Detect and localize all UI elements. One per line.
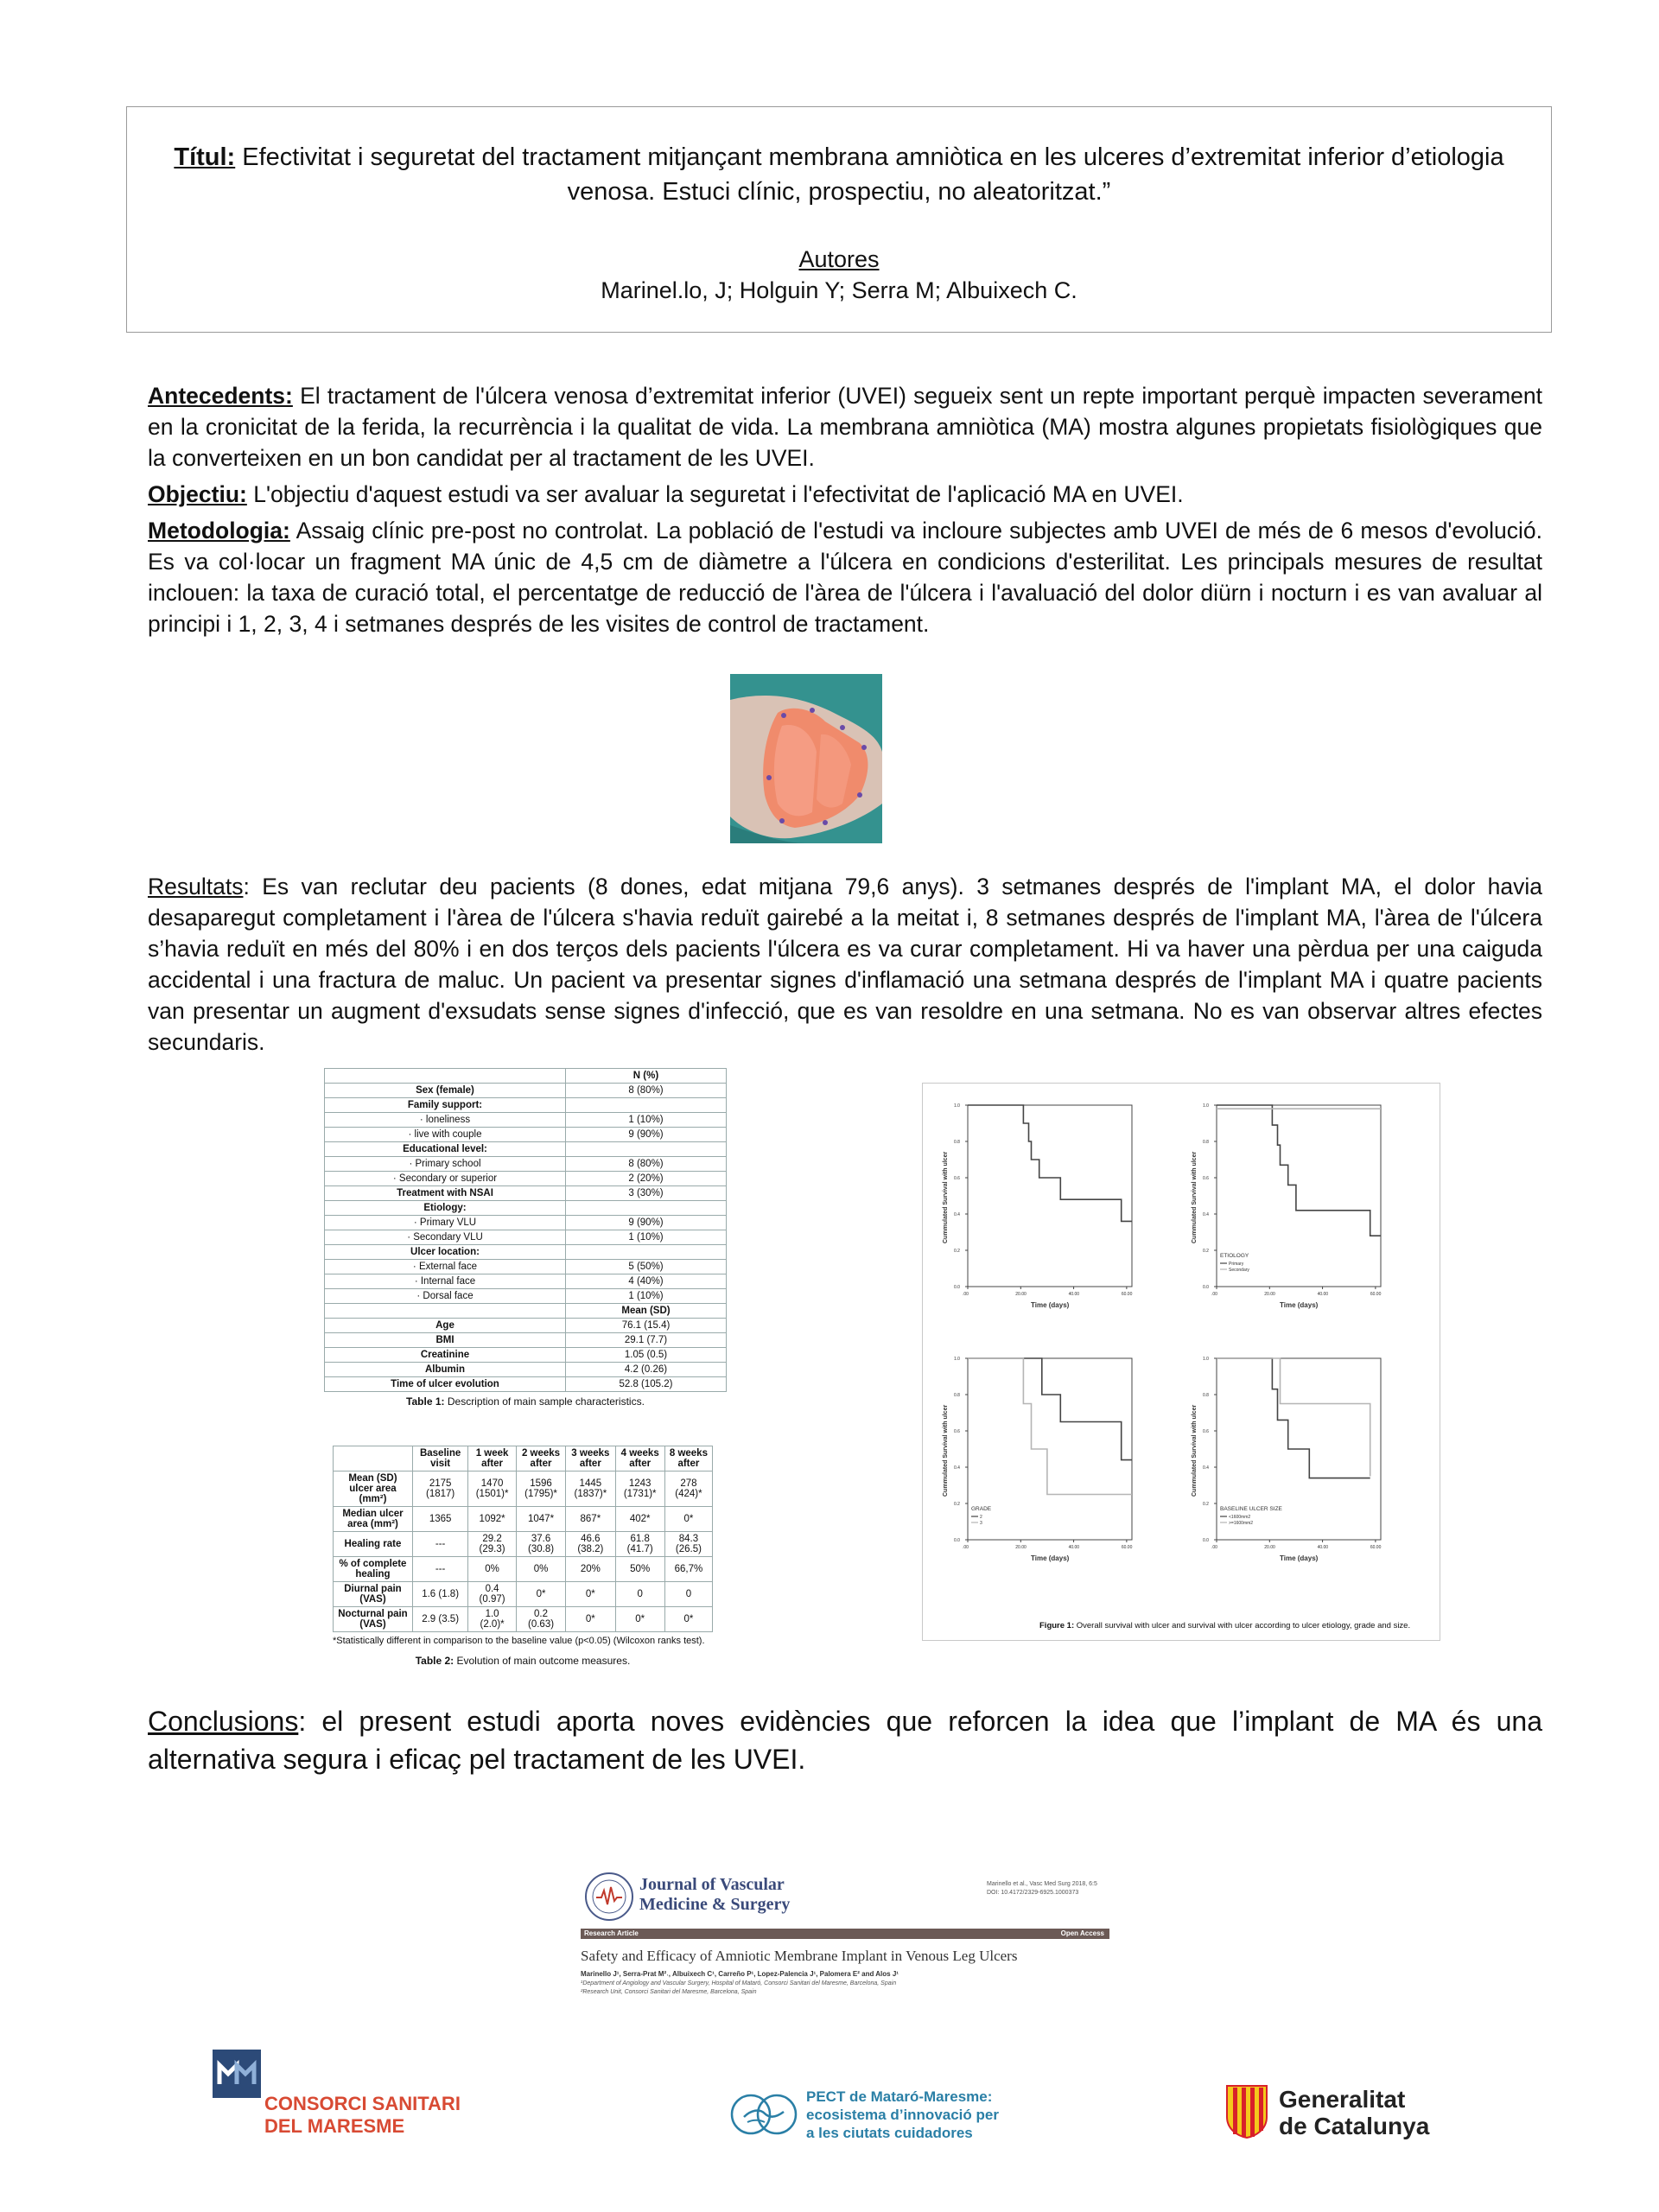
table1-row [325, 1113, 727, 1128]
chart-plot-area [968, 1358, 1132, 1540]
pect-line2: ecosistema d’innovació per [806, 2107, 999, 2123]
y-tick-label: 0.4 [1203, 1212, 1209, 1217]
y-axis-label: Cummulated Survival with ulcer [943, 1151, 949, 1243]
table2-cell: 0 [615, 1582, 664, 1607]
table2-cell: 1470 (1501)* [468, 1471, 517, 1507]
table2-row [334, 1607, 713, 1632]
x-tick-label: 40.00 [1068, 1292, 1080, 1297]
table2-header-cell: 4 weeks after [615, 1446, 664, 1471]
table1-row-value: 1 (10%) [566, 1230, 727, 1245]
table2-row-label: Healing rate [334, 1532, 413, 1557]
table2-row [334, 1557, 713, 1582]
table2-row [334, 1582, 713, 1607]
csm-line2: DEL MARESME [264, 2115, 405, 2137]
x-tick-label: 20.00 [1264, 1545, 1275, 1550]
table1-row-label: · Internal face [325, 1274, 566, 1289]
table2-cell: 50% [615, 1557, 664, 1582]
table2-cell: 0* [615, 1607, 664, 1632]
journal-header [581, 1866, 1109, 2005]
table1-row-label: Creatinine [325, 1348, 566, 1363]
survival-curve [968, 1358, 1132, 1495]
pect-logo [730, 2082, 1076, 2152]
table1-row [325, 1084, 727, 1098]
y-tick-label: 0.4 [954, 1212, 960, 1217]
table1-row-value: 3 (30%) [566, 1186, 727, 1201]
table2-cell: 278 (424)* [664, 1471, 712, 1507]
table1-row [325, 1142, 727, 1157]
table2-header-cell: 1 week after [468, 1446, 517, 1471]
table1-caption [324, 1395, 727, 1408]
table2-caption-text: Evolution of main outcome measures. [454, 1655, 631, 1667]
table1-row-label: Sex (female) [325, 1084, 566, 1098]
x-axis-label: Time (days) [1280, 1301, 1319, 1309]
table1-row-value [566, 1098, 727, 1113]
pect-line1: PECT de Mataró-Maresme: [806, 2088, 993, 2105]
table1-row-label: Educational level: [325, 1142, 566, 1157]
y-tick-label: 1.0 [954, 1357, 960, 1362]
table2-cell: 0* [566, 1582, 615, 1607]
table2-cell: 61.8 (41.7) [615, 1532, 664, 1557]
table2-footnote: *Statistically different in comparison to the baseline value (p<0.05) (Wilcoxon ranks test). [333, 1636, 705, 1646]
y-tick-label: 0.6 [1203, 1429, 1209, 1434]
table1-row-label: Family support: [325, 1098, 566, 1113]
journal-affil2: ²Research Unit, Consorci Sanitari del Maresme, Barcelona, Spain [581, 1989, 757, 1995]
table2-cell: 1365 [412, 1507, 467, 1532]
y-tick-label: 1.0 [1203, 1357, 1209, 1362]
table2-cell: 0% [516, 1557, 565, 1582]
table1-row [325, 1348, 727, 1363]
y-tick-label: 0.8 [954, 1393, 960, 1398]
intro-sections [148, 380, 1542, 645]
legend-title: BASELINE ULCER SIZE [1220, 1506, 1282, 1512]
table1-row [325, 1172, 727, 1186]
y-tick-label: 0.4 [1203, 1465, 1209, 1471]
survival-charts [923, 1084, 1439, 1639]
table2-row-label: Nocturnal pain (VAS) [334, 1607, 413, 1632]
y-tick-label: 0.0 [1203, 1285, 1209, 1290]
resultats-paragraph [148, 871, 1542, 1058]
survival-curve [1217, 1358, 1370, 1478]
table1-row-value [566, 1142, 727, 1157]
table1-row-value [566, 1245, 727, 1260]
pect-logo-text [806, 2088, 999, 2142]
x-axis-label: Time (days) [1280, 1554, 1319, 1562]
table1-row-value: 2 (20%) [566, 1172, 727, 1186]
table1-row [325, 1319, 727, 1333]
table1-row-label: · Primary school [325, 1157, 566, 1172]
table1-row [325, 1363, 727, 1377]
conclusions-label: Conclusions [148, 1706, 299, 1737]
x-tick-label: 20.00 [1015, 1545, 1027, 1550]
table2-row [334, 1471, 713, 1507]
table1 [324, 1068, 727, 1408]
legend-entry: Secondary [1229, 1268, 1249, 1273]
results-section [148, 871, 1542, 1063]
table2-cell: 1596 (1795)* [516, 1471, 565, 1507]
table1-row-value: 29.1 (7.7) [566, 1333, 727, 1348]
table1-row [325, 1186, 727, 1201]
gen-line2: de Catalunya [1279, 2113, 1430, 2139]
table1-row-label: BMI [325, 1333, 566, 1348]
table2-cell: 867* [566, 1507, 615, 1532]
table2-cell: 20% [566, 1557, 615, 1582]
journal-bar-left: Research Article [584, 1929, 639, 1937]
metodologia-paragraph [148, 515, 1542, 639]
y-tick-label: 0.2 [1203, 1502, 1209, 1507]
table2-cell: 402* [615, 1507, 664, 1532]
journal-article-title: Safety and Efficacy of Amniotic Membrane Implant in Venous Leg Ulcers [581, 1948, 1018, 1964]
table1-row-label: · Primary VLU [325, 1216, 566, 1230]
legend-title: GRADE [971, 1506, 992, 1512]
table1-row [325, 1333, 727, 1348]
table1-row-label: Albumin [325, 1363, 566, 1377]
y-tick-label: 0.0 [954, 1538, 960, 1543]
y-tick-label: 0.0 [954, 1285, 960, 1290]
x-tick-label: 40.00 [1317, 1292, 1329, 1297]
title-box [126, 106, 1552, 333]
figure1-caption-text: Overall survival with ulcer and survival with ulcer according to ulcer etiology, grade and size. [1074, 1621, 1411, 1630]
journal-affil1: ¹Department of Angiology and Vascular Surgery, Hospital of Mataró, Consorci Sanitari del Maresme, Barcelona, Spain [581, 1980, 897, 1986]
table2-header-cell: 8 weeks after [664, 1446, 712, 1471]
x-tick-label: .00 [1211, 1545, 1217, 1550]
table2-cell: 0* [664, 1507, 712, 1532]
journal-ref-text: Marinello et al., Vasc Med Surg 2018, 6:5 [987, 1881, 1097, 1887]
legend-title: ETIOLOGY [1220, 1253, 1249, 1259]
table1-row [325, 1201, 727, 1216]
title-text: Efectivitat i seguretat del tractament mitjançant membrana amniòtica en les ulceres d’extremitat inferior d’etiologia venosa. Estuci clínic, prospectiu, no aleatoritzat.” [235, 143, 1504, 206]
chart-plot-area [968, 1105, 1132, 1287]
table1-row [325, 1230, 727, 1245]
table1-row-value: 4 (40%) [566, 1274, 727, 1289]
y-tick-label: 0.6 [954, 1176, 960, 1181]
journal-name-line2: Medicine & Surgery [639, 1895, 791, 1914]
table1-header-row [325, 1069, 727, 1084]
table2-cell: 37.6 (30.8) [516, 1532, 565, 1557]
table1-row-label: · live with couple [325, 1128, 566, 1142]
table1-row-value: 8 (80%) [566, 1084, 727, 1098]
journal-bar [581, 1929, 1109, 1939]
journal-seal-icon [584, 1872, 634, 1922]
journal-doi: DOI: 10.4172/2329-6925.1000373 [987, 1890, 1079, 1896]
table2-grid [333, 1446, 713, 1632]
csm-logo-text [264, 2093, 461, 2138]
x-tick-label: 60.00 [1121, 1545, 1133, 1550]
table2-cell: 1.6 (1.8) [412, 1582, 467, 1607]
legend-entry: Primary [1229, 1262, 1244, 1267]
table2-row [334, 1507, 713, 1532]
antecedents-text: El tractament de l'úlcera venosa d’extremitat inferior (UVEI) segueix sent un repte important perquè impacten severament en la cronicitat de la ferida, la recurrència i la qualitat de vida. La membrana amniòtica (MA) mostra algunes propietats fisiològiques que la converteixen en un bon candidat per al tractament de les UVEI. [148, 383, 1542, 471]
table2-header-cell [334, 1446, 413, 1471]
x-tick-label: 20.00 [1015, 1292, 1027, 1297]
survival-curve [968, 1358, 1132, 1460]
table2-cell: 46.6 (38.2) [566, 1532, 615, 1557]
legend-entry: <1600mm2 [1229, 1515, 1251, 1520]
figure1-caption [1039, 1621, 1410, 1630]
journal-authors: Marinello J¹, Serra-Prat M²˒, Albuixech C¹, Carreño P¹, Lopez-Palencia J¹, Palomera E² and Alos J¹ [581, 1970, 899, 1978]
generalitat-logo [1225, 2082, 1484, 2152]
table1-row-value: 9 (90%) [566, 1216, 727, 1230]
y-tick-label: 0.8 [954, 1140, 960, 1145]
table1-row [325, 1377, 727, 1392]
table1-row [325, 1245, 727, 1260]
x-axis-label: Time (days) [1031, 1554, 1070, 1562]
table1-row-value: 52.8 (105.2) [566, 1377, 727, 1392]
amniotic-membrane-photo [730, 674, 882, 843]
figure1-frame [922, 1083, 1440, 1641]
y-axis-label: Cummulated Survival with ulcer [1192, 1151, 1198, 1243]
table1-row-label: · Secondary or superior [325, 1172, 566, 1186]
x-tick-label: .00 [1211, 1292, 1217, 1297]
table2-row-label: Median ulcer area (mm²) [334, 1507, 413, 1532]
table2-cell: --- [412, 1532, 467, 1557]
antecedents-label: Antecedents: [148, 383, 293, 409]
antecedents-paragraph [148, 380, 1542, 474]
table2-cell: 0.4 (0.97) [468, 1582, 517, 1607]
table2-cell: --- [412, 1557, 467, 1582]
table1-row-value: 1 (10%) [566, 1289, 727, 1304]
table2-cell: 1.0 (2.0)* [468, 1607, 517, 1632]
objectiu-paragraph [148, 479, 1542, 510]
table1-row-label: · loneliness [325, 1113, 566, 1128]
table1-row [325, 1128, 727, 1142]
x-tick-label: .00 [963, 1545, 969, 1550]
table2 [333, 1446, 713, 1667]
table2-caption [333, 1655, 713, 1667]
title-label: Títul: [174, 143, 236, 171]
y-axis-label: Cummulated Survival with ulcer [943, 1404, 949, 1497]
table2-cell: 0* [664, 1607, 712, 1632]
objectiu-text: L'objectiu d'aquest estudi va ser avaluar la seguretat i l'efectivitat de l'aplicació MA en UVEI. [246, 481, 1184, 507]
pect-hands-icon [730, 2088, 798, 2141]
table1-row-value: 1 (10%) [566, 1113, 727, 1128]
table1-row [325, 1157, 727, 1172]
table1-row [325, 1216, 727, 1230]
authors: Marinel.lo, J; Holguin Y; Serra M; Albuixech C. [601, 277, 1077, 303]
table1-row-label: · External face [325, 1260, 566, 1274]
table2-cell: 29.2 (29.3) [468, 1532, 517, 1557]
generalitat-shield-icon [1225, 2084, 1268, 2139]
gen-line1: Generalitat [1279, 2086, 1406, 2113]
table1-row [325, 1260, 727, 1274]
table1-row-label: · Dorsal face [325, 1289, 566, 1304]
y-tick-label: 1.0 [1203, 1103, 1209, 1109]
table1-row [325, 1098, 727, 1113]
table1-row-label: Ulcer location: [325, 1245, 566, 1260]
table2-cell: 2.9 (3.5) [412, 1607, 467, 1632]
table1-row-label: · Secondary VLU [325, 1230, 566, 1245]
survival-curve [968, 1105, 1132, 1221]
survival-curve [1217, 1358, 1370, 1477]
y-tick-label: 0.6 [1203, 1176, 1209, 1181]
table2-cell: 0% [468, 1557, 517, 1582]
table1-row-value: 76.1 (15.4) [566, 1319, 727, 1333]
table2-header-row [334, 1446, 713, 1471]
table2-cell: 0* [566, 1607, 615, 1632]
x-tick-label: 60.00 [1370, 1292, 1382, 1297]
table2-row-label: Diurnal pain (VAS) [334, 1582, 413, 1607]
table1-row-label [325, 1304, 566, 1319]
authors-heading: Autores [798, 246, 880, 272]
table2-cell: 1047* [516, 1507, 565, 1532]
table1-row-label: Treatment with NSAI [325, 1186, 566, 1201]
csm-logo [213, 2050, 489, 2145]
table1-row-value: 8 (80%) [566, 1157, 727, 1172]
legend-entry: 2 [980, 1515, 982, 1520]
csm-line1: CONSORCI SANITARI [264, 2093, 461, 2114]
journal-name [639, 1875, 790, 1915]
legend-entry: >=1600mm2 [1229, 1521, 1254, 1526]
table2-cell: 1092* [468, 1507, 517, 1532]
table1-row [325, 1304, 727, 1319]
y-axis-label: Cummulated Survival with ulcer [1192, 1404, 1198, 1497]
pect-line3: a les ciutats cuidadores [806, 2125, 973, 2141]
table2-cell: 0.2 (0.63) [516, 1607, 565, 1632]
table2-cell: 84.3 (26.5) [664, 1532, 712, 1557]
generalitat-logo-text [1279, 2086, 1429, 2139]
table2-row [334, 1532, 713, 1557]
poster-title [127, 140, 1551, 209]
table1-row-label: Age [325, 1319, 566, 1333]
journal-ref [987, 1880, 1097, 1897]
y-tick-label: 1.0 [954, 1103, 960, 1109]
y-tick-label: 0.6 [954, 1429, 960, 1434]
table2-caption-label: Table 2: [415, 1655, 454, 1667]
table2-row-label: % of complete healing [334, 1557, 413, 1582]
conclusions-text: : el present estudi aporta noves evidències que reforcen la idea que l’implant de MA és una alternativa segura i eficaç pel tractament de les UVEI. [148, 1706, 1542, 1775]
y-tick-label: 0.4 [954, 1465, 960, 1471]
table1-row-value: Mean (SD) [566, 1304, 727, 1319]
x-tick-label: 60.00 [1370, 1545, 1382, 1550]
table2-header-cell: Baseline visit [412, 1446, 467, 1471]
table2-header-cell: 3 weeks after [566, 1446, 615, 1471]
table1-row-label: Time of ulcer evolution [325, 1377, 566, 1392]
table2-cell: 1445 (1837)* [566, 1471, 615, 1507]
survival-curve [1217, 1105, 1381, 1236]
y-tick-label: 0.2 [954, 1249, 960, 1254]
table1-row-value [566, 1201, 727, 1216]
table2-cell: 0* [516, 1582, 565, 1607]
x-tick-label: 40.00 [1317, 1545, 1329, 1550]
table2-cell: 2175 (1817) [412, 1471, 467, 1507]
x-axis-label: Time (days) [1031, 1301, 1070, 1309]
table1-row-value: 4.2 (0.26) [566, 1363, 727, 1377]
table1-grid [324, 1068, 727, 1392]
x-tick-label: 40.00 [1068, 1545, 1080, 1550]
table1-row-value: 5 (50%) [566, 1260, 727, 1274]
x-tick-label: .00 [963, 1292, 969, 1297]
journal-name-line1: Journal of Vascular [639, 1875, 785, 1894]
table1-header: N (%) [566, 1069, 727, 1084]
table2-header-cell: 2 weeks after [516, 1446, 565, 1471]
journal-bar-right: Open Access [1060, 1929, 1104, 1937]
metodologia-text: Assaig clínic pre-post no controlat. La població de l'estudi va incloure subjectes amb UVEI de més de 6 mesos d'evolució. Es va col·locar un fragment MA únic de 4,5 cm de diàmetre a l'úlcera en condicions d'esterilitat. Les principals mesures de resultat inclouen: la taxa de curació total, el percentatge de reducció de l'àrea de l'úlcera i l'avaluació del dolor diürn i nocturn i es van avaluar al principi i 1, 2, 3, 4 i setmanes després de les visites de control de tractament. [148, 518, 1542, 637]
table1-caption-label: Table 1: [406, 1395, 445, 1408]
legend-entry: 3 [980, 1521, 982, 1526]
resultats-label: Resultats [148, 874, 244, 899]
table1-row [325, 1274, 727, 1289]
y-tick-label: 0.8 [1203, 1393, 1209, 1398]
y-tick-label: 0.0 [1203, 1538, 1209, 1543]
table2-row-label: Mean (SD) ulcer area (mm²) [334, 1471, 413, 1507]
figure1-caption-label: Figure 1: [1039, 1621, 1075, 1630]
conclusions-paragraph [148, 1702, 1542, 1778]
table1-caption-text: Description of main sample characteristics. [444, 1395, 645, 1408]
y-tick-label: 0.2 [1203, 1249, 1209, 1254]
y-tick-label: 0.8 [1203, 1140, 1209, 1145]
x-tick-label: 20.00 [1264, 1292, 1275, 1297]
csm-logo-mark-icon [213, 2050, 261, 2098]
conclusions-section [148, 1702, 1542, 1783]
table1-row-value: 9 (90%) [566, 1128, 727, 1142]
table2-cell: 1243 (1731)* [615, 1471, 664, 1507]
table1-row [325, 1289, 727, 1304]
resultats-text: : Es van reclutar deu pacients (8 dones, edat mitjana 79,6 anys). 3 setmanes després de l'implant MA, el dolor havia desaparegut completament i l'àrea de l'úlcera s'havia reduït gairebé a la meitat i, 8 setmanes després de l'implant MA, l'àrea de l'úlcera s’havia reduït en més del 80% i en dos terços dels pacients l'úlcera es va curar completament. Hi va haver una pèrdua per una caiguda accidental i una fractura de maluc. Un pacient va presentar signes d'inflamació una setmana després de l'implant MA i quatre pacients van presentar un augment d'exsudats sense signes d'infecció, que es van resoldre en una setmana. No es van observar altres efectes secundaris. [148, 874, 1542, 1055]
y-tick-label: 0.2 [954, 1502, 960, 1507]
x-tick-label: 60.00 [1121, 1292, 1133, 1297]
table2-cell: 0 [664, 1582, 712, 1607]
chart-plot-area [1217, 1105, 1381, 1287]
table2-cell: 66,7% [664, 1557, 712, 1582]
metodologia-label: Metodologia: [148, 518, 290, 543]
table1-row-value: 1.05 (0.5) [566, 1348, 727, 1363]
table1-row-label: Etiology: [325, 1201, 566, 1216]
objectiu-label: Objectiu: [148, 481, 247, 507]
